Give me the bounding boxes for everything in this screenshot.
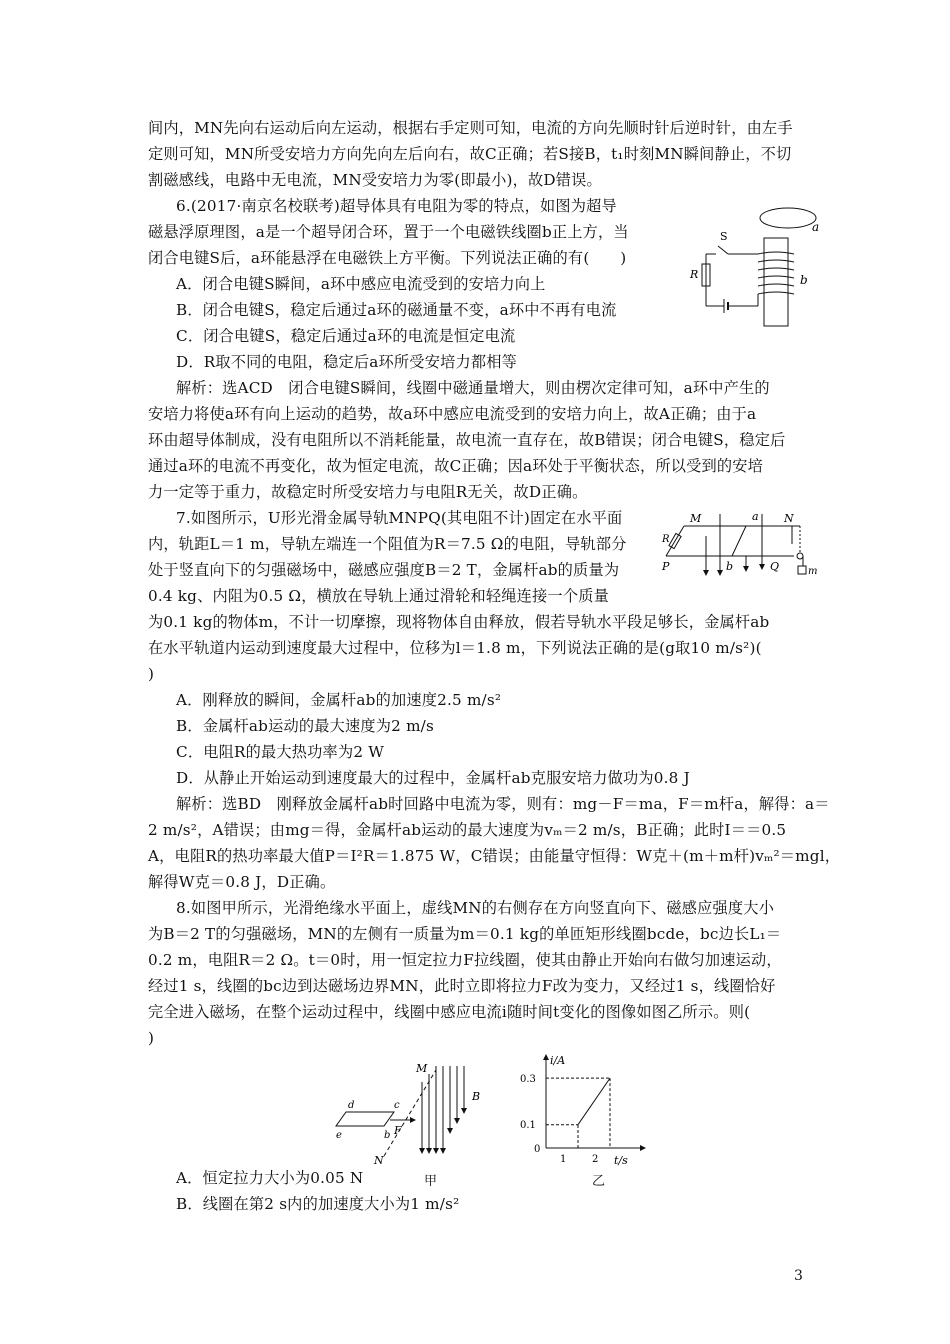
- option-d: D．从静止开始运动到速度最大的过程中，金属杆ab克服安培力做功为0.8 J: [176, 769, 690, 787]
- analysis-line: 安培力将使a环有向上运动的趋势，故a环中感应电流受到的安培力向上，故A正确；由于a: [148, 405, 757, 423]
- option-b: B．闭合电键S，稳定后通过a环的磁通量不变，a环中不再有电流: [176, 301, 617, 319]
- label-b-field: B: [472, 1090, 481, 1103]
- label-f: F: [394, 1124, 402, 1137]
- question-stem-line: 经过1 s，线圈的bc边到达磁场边界MN，此时立即将拉力F改为变力，又经过1 s，线圈恰好: [148, 977, 776, 995]
- label-m-block: m: [808, 566, 818, 577]
- option-c: C．电阻R的最大热功率为2 W: [176, 743, 385, 761]
- label-a-rod: a: [752, 510, 759, 523]
- question-stem-line: 为0.1 kg的物体m，不计一切摩擦，现将物体自由释放，假若导轨水平段足够长，金属杆ab: [148, 613, 770, 631]
- label-q-rail: Q: [770, 560, 780, 573]
- label-r-resistor: R: [662, 534, 670, 545]
- question-stem-line: 内，轨距L＝1 m，导轨左端连一个阻值为R＝7.5 Ω的电阻，导轨部分: [148, 535, 627, 553]
- option-a: A．刚释放的瞬间，金属杆ab的加速度2.5 m/s²: [176, 691, 502, 709]
- analysis-line: 2 m/s²，A错误；由mg＝得，金属杆ab运动的最大速度为vₘ＝2 m/s，B正确；此时I＝＝0.5: [148, 821, 787, 839]
- label-n-boundary: N: [374, 1154, 384, 1167]
- analysis-line: 通过a环的电流不再变化，故为恒定电流，故C正确；因a环处于平衡状态，所以受到的安培: [148, 457, 764, 475]
- label-m-rail: M: [690, 512, 702, 525]
- label-b-rod: b: [726, 560, 734, 573]
- option-b: B．线圈在第2 s内的加速度大小为1 m/s²: [176, 1195, 460, 1213]
- option-b: B．金属杆ab运动的最大速度为2 m/s: [176, 717, 434, 735]
- question-stem-line: 为B＝2 T的匀强磁场，MN的左侧有一质量为m＝0.1 kg的单匝矩形线圈bcde，bc边长L₁＝: [148, 925, 782, 943]
- x-axis-label: t/s: [614, 1154, 628, 1167]
- label-b-corner: b: [384, 1130, 391, 1141]
- label-e: e: [336, 1130, 342, 1141]
- analysis-line: 解得W克＝0.8 J，D正确。: [148, 873, 336, 891]
- option-d: D．R取不同的电阻，稳定后a环所受安培力都相等: [176, 353, 518, 371]
- label-m-boundary: M: [416, 1062, 428, 1075]
- current-time-graph: [520, 1052, 650, 1189]
- question-stem-line: 在水平轨道内运动到速度最大过程中，位移为l＝1.8 m，下列说法正确的是(g取10 m/s²)(: [148, 639, 762, 657]
- question-stem-line: 0.4 kg、内阻为0.5 Ω，横放在导轨上通过滑轮和轻绳连接一个质量: [148, 587, 609, 605]
- analysis-line: 解析：选ACD 闭合电键S瞬间，线圈中磁通量增大，则由楞次定律可知，a环中产生的: [176, 379, 770, 397]
- label-b: b: [800, 273, 808, 287]
- figure-caption-yi: 乙: [592, 1174, 606, 1189]
- y-tick-label: 0.3: [520, 1074, 536, 1085]
- question-stem-line: ): [148, 1029, 155, 1047]
- question-stem-line: 0.2 m，电阻R＝2 Ω。t＝0时，用一恒定拉力F拉线圈，使其由静止开始向右做匀加速运动，: [148, 951, 782, 969]
- levitation-diagram: [688, 206, 818, 328]
- question-stem-line: 6.(2017·南京名校联考)超导体具有电阻为零的特点，如图为超导: [176, 197, 617, 215]
- analysis-line: 力一定等于重力，故稳定时所受安培力与电阻R无关，故D正确。: [148, 483, 588, 501]
- question-stem-line: ): [148, 665, 155, 683]
- label-d: d: [348, 1100, 355, 1111]
- question-stem-line: 完全进入磁场，在整个运动过程中，线圈中感应电流i随时间t变化的图像如图乙所示。则(: [148, 1003, 751, 1021]
- question-stem-line: 7.如图所示，U形光滑金属导轨MNPQ(其电阻不计)固定在水平面: [176, 509, 623, 527]
- label-a: a: [812, 220, 820, 234]
- coil-field-diagram: [336, 1060, 496, 1189]
- label-s: S: [720, 230, 728, 243]
- option-c: C．闭合电键S，稳定后通过a环的电流是恒定电流: [176, 327, 516, 345]
- label-c: c: [394, 1100, 400, 1111]
- x-tick-label: 0: [534, 1144, 541, 1155]
- label-p-rail: P: [662, 560, 670, 573]
- question-stem-line: 闭合电键S后，a环能悬浮在电磁铁上方平衡。下列说法正确的有( ): [148, 249, 627, 267]
- option-a: A．恒定拉力大小为0.05 N: [176, 1169, 364, 1187]
- question-stem-line: 磁悬浮原理图，a是一个超导闭合环，置于一个电磁铁线圈b正上方，当: [148, 223, 629, 241]
- y-tick-label: 0.1: [520, 1120, 536, 1131]
- figure-caption-jia: 甲: [424, 1174, 438, 1189]
- page-number: 3: [794, 1268, 803, 1284]
- text-line: 定则可知，MN所受安培力方向先向左后向右，故C正确；若S接B，t₁时刻MN瞬间静止，不切: [148, 145, 792, 163]
- x-tick-label: 2: [592, 1154, 599, 1165]
- label-n-rail: N: [784, 512, 794, 525]
- question-stem-line: 处于竖直向下的匀强磁场中，磁感应强度B＝2 T，金属杆ab的质量为: [148, 561, 620, 579]
- analysis-line: 环由超导体制成，没有电阻所以不消耗能量，故电流一直存在，故B错误；闭合电键S，稳定后: [148, 431, 786, 449]
- rail-diagram: [660, 508, 816, 584]
- text-line: 割磁感线，电路中无电流，MN受安培力为零(即最小)，故D错误。: [148, 171, 602, 189]
- text-line: 间内，MN先向右运动后向左运动，根据右手定则可知，电流的方向先顺时针后逆时针，由左手: [148, 119, 793, 137]
- x-tick-label: 1: [560, 1154, 567, 1165]
- series-segment: [578, 1078, 610, 1125]
- y-axis-label: i/A: [550, 1054, 566, 1067]
- analysis-line: A，电阻R的热功率最大值P＝I²R＝1.875 W，C错误；由能量守恒得：W克＋(m＋m杆)vₘ²＝mgl，: [148, 847, 841, 865]
- option-a: A．闭合电键S瞬间，a环中感应电流受到的安培力向上: [176, 275, 546, 293]
- question-stem-line: 8.如图甲所示，光滑绝缘水平面上，虚线MN的右侧存在方向竖直向下、磁感应强度大小: [176, 899, 775, 917]
- label-r: R: [690, 268, 699, 281]
- analysis-line: 解析：选BD 刚释放金属杆ab时回路中电流为零，则有：mg－F＝ma，F＝m杆a，解得：a＝: [176, 795, 830, 813]
